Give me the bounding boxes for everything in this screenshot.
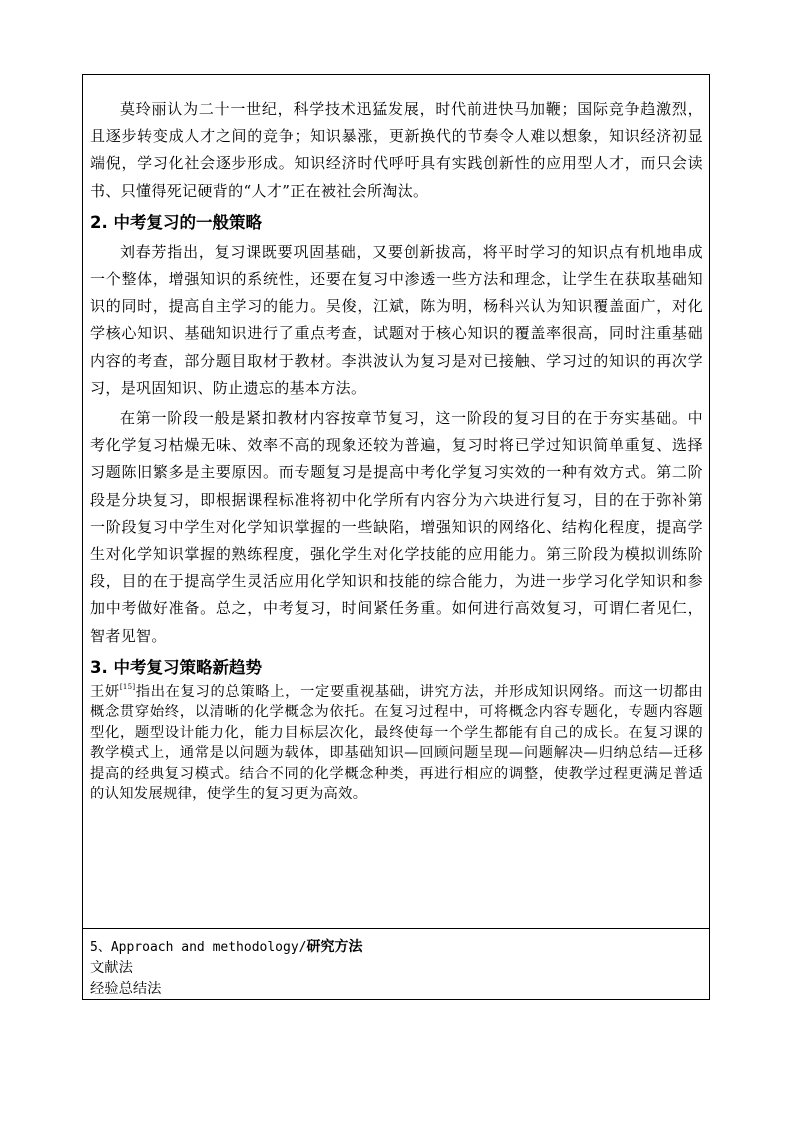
methodology-title bbox=[90, 937, 703, 958]
citation-marker: [15] bbox=[119, 682, 136, 691]
method-item: 经验总结法 bbox=[90, 981, 162, 997]
section-2-paragraph-2: 在第一阶段一般是紧扣教材内容按章节复习，这一阶段的复习目的在于夯实基础。中考化学复习枯燥无味、效率不高的现象还较为普遍，复习时将已学过知识简单重复、选择习题陈旧繁多是主要原因。而专题复习是提高中考化学复习实效的一种有效方式。第二阶段是分块复习，即根据课程标准将初中化学所有内容分为六块进行复习，目的在于弥补第一阶段复习中学生对化学知识掌握的一些缺陷，增强知识的网络化、结构化程度，提高学生对化学知识掌握的熟练程度，强化学生对化学技能的应用能力。第三阶段为模拟训练阶段，目的在于提高学生灵活应用化学知识和技能的综合能力，为进一步学习化学知识和参加中考做好准备。总之，中考复习，时间紧任务重。如何进行高效复习，可谓仁者见仁，智者见智。 bbox=[90, 409, 703, 645]
section-3-author: 王妍 bbox=[90, 683, 120, 700]
section-3-heading: 3. 中考复习策略新趋势 bbox=[90, 657, 262, 677]
methodology-title-zh: 研究方法 bbox=[306, 939, 363, 955]
section-2-paragraph-1: 刘春芳指出，复习课既要巩固基础，又要创新拔高，将平时学习的知识点有机地串成一个整体，增强知识的系统性，还要在复习中渗透一些方法和理念，让学生在获取基础知识的同时，提高自主学习的能力。吴俊，江斌，陈为明，杨科兴认为知识覆盖面广，对化学核心知识、基础知识进行了重点考查，试题对于核心知识的覆盖率很高，同时注重基础内容的考查，部分题目取材于教材。李洪波认为复习是对已接触、学习过的知识的再次学习，是巩固知识、防止遗忘的基本方法。 bbox=[90, 242, 703, 397]
methodology-cell bbox=[83, 929, 709, 1000]
section-3-text: 指出在复习的总策略上，一定要重视基础，讲究方法，并形成知识网络。而这一切都由概念贯穿始终，以清晰的化学概念为依托。在复习过程中，可将概念内容专题化，专题内容题型化，题型设计能力化，能力目标层次化，最终使每一个学生都能有自己的成长。在复习课的教学模式上，通常是以问题为载体，即基础知识—回顾问题呈现—问题解决—归纳总结—迁移提高的经典复习模式。结合不同的化学概念种类，再进行相应的调整，使教学过程更满足普适的认知发展规律，使学生的复习更为高效。 bbox=[90, 683, 703, 803]
literature-review-cell bbox=[83, 75, 709, 929]
method-item: 文献法 bbox=[90, 960, 133, 976]
section-3-paragraph bbox=[90, 682, 703, 805]
intro-paragraph: 莫玲丽认为二十一世纪，科学技术迅猛发展，时代前进快马加鞭；国际竞争趋激烈，且逐步转变成人才之间的竞争；知识暴涨，更新换代的节奏令人难以想象，知识经济初显端倪，学习化社会逐步形成。知识经济时代呼吁具有实践创新性的应用型人才，而只会读书、只懂得死记硬背的“人才”正在被社会所淘汰。 bbox=[90, 100, 703, 200]
section-2-heading: 2. 中考复习的一般策略 bbox=[90, 212, 262, 232]
methodology-title-en: 5、Approach and methodology/ bbox=[90, 940, 307, 955]
proposal-table bbox=[82, 74, 710, 1000]
